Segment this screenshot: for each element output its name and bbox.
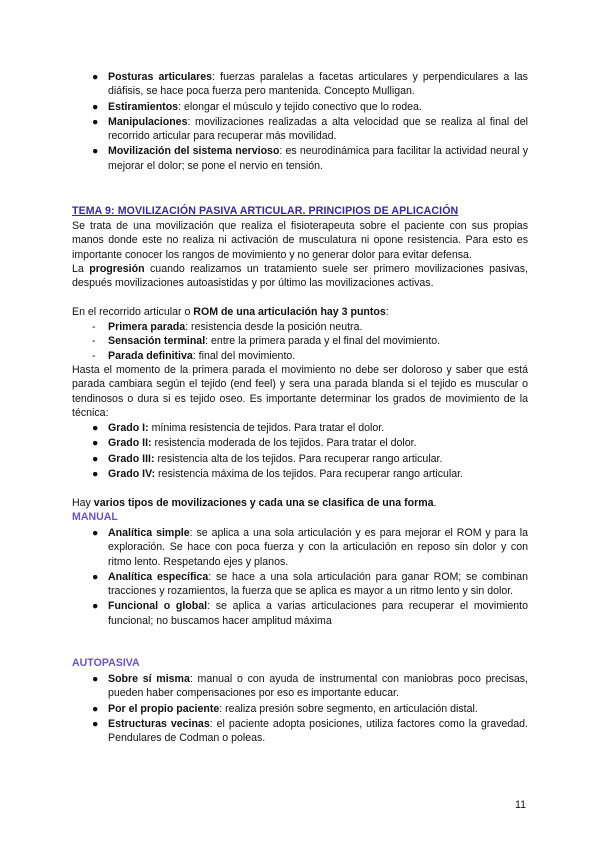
progresion-pre: La <box>72 262 90 275</box>
definition: : elongar el músculo y tejido conectivo que lo rodea. <box>178 100 422 113</box>
term: Estructuras vecinas <box>108 717 210 730</box>
autopasiva-subheading: AUTOPASIVA <box>72 657 140 669</box>
tipos-post: . <box>433 497 437 509</box>
bullet-icon: ● <box>92 437 99 450</box>
bullet-icon: ● <box>92 71 99 83</box>
definition: : entre la primera parada y el final del movimiento. <box>205 335 441 348</box>
term: Primera parada <box>108 321 186 333</box>
list-item <box>92 467 528 481</box>
list-item <box>92 452 528 466</box>
list-item <box>92 526 528 569</box>
list-item <box>92 144 528 173</box>
list-item <box>92 436 528 450</box>
list-item <box>92 717 528 746</box>
definition: resistencia alta de los tejidos. Para recuperar rango articular. <box>154 452 443 465</box>
definition: resistencia moderada de los tejidos. Para tratar el dolor. <box>151 437 417 450</box>
term: Analítica simple <box>108 527 190 539</box>
term: Sobre sí misma <box>108 673 190 685</box>
page-number: 11 <box>515 799 526 811</box>
term: Grado I: <box>108 422 149 434</box>
progresion-term: progresión <box>89 262 145 275</box>
bullet-icon: ● <box>92 100 99 113</box>
list-item <box>92 320 528 334</box>
term: Sensación terminal <box>108 335 206 348</box>
bullet-icon: ● <box>92 673 99 685</box>
list-item <box>92 570 528 599</box>
definition: : es neurodinámica para facilitar la actividad neural y mejorar el dolor; se pone el nervio en tensión. <box>108 145 528 172</box>
grados-list <box>92 421 528 482</box>
definition: resistencia máxima de los tejidos. Para recuperar rango articular. <box>155 467 464 480</box>
manual-list <box>92 526 528 629</box>
tipos-line <box>72 496 528 510</box>
bullet-icon: ● <box>92 702 99 715</box>
term: Funcional o global <box>108 600 208 613</box>
rom-intro-pre: En el recorrido articular o <box>72 306 194 318</box>
definition: : realiza presión sobre segmento, en articulación distal. <box>219 702 478 715</box>
bullet-icon: ● <box>92 115 99 128</box>
term: Analítica específica <box>108 570 209 583</box>
definition: : movilizaciones realizadas a alta velocidad que se realiza al final del recorrido articular para recuperar más movilidad. <box>108 115 528 143</box>
definition: : resistencia desde la posición neutra. <box>185 321 363 333</box>
definition: : final del movimiento. <box>192 349 296 362</box>
dash-icon: - <box>92 335 96 348</box>
definition: : manual o con ayuda de instrumental con maniobras poco precisas, pueden haber compensaciones por eso es importante educar. <box>108 673 528 700</box>
list-item <box>92 421 528 435</box>
bullet-icon: ● <box>92 452 99 465</box>
rom-points-list <box>92 320 528 363</box>
dash-icon: - <box>92 321 96 333</box>
term: Grado II: <box>108 437 152 450</box>
list-item <box>92 702 528 716</box>
list-item <box>92 115 528 144</box>
definition: : el paciente adopta posiciones, utiliza factores como la gravedad. Pendulares de Codman o poleas. <box>108 717 529 745</box>
definition: : se hace a una sola articulación para ganar ROM; se combinan tracciones y rozamientos, la fuerza que se aplica es mayor a un ritmo lento y sin dolor. <box>108 570 528 598</box>
intro-paragraph <box>72 219 528 290</box>
tipos-bold: varios tipos de movilizaciones y cada una se clasifica de una forma <box>93 497 434 509</box>
bullet-icon: ● <box>92 717 99 730</box>
autopasiva-list <box>92 672 528 746</box>
manual-subheading: MANUAL <box>72 511 118 523</box>
definition: mínima resistencia de tejidos. Para tratar el dolor. <box>148 422 385 434</box>
list-item <box>92 100 528 114</box>
list-item <box>92 599 528 628</box>
term: Estiramientos <box>108 100 179 113</box>
rom-intro-bold: ROM de una articulación hay 3 puntos <box>193 306 386 318</box>
bullet-icon: ● <box>92 145 99 158</box>
list-item <box>92 349 528 363</box>
definition: : se aplica a una sola articulación y es para mejorar el ROM y para la exploración. Se hace con poca fuerza y con la articulación en reposo sin dolor y con ritmo lento. Respetando ejes y planos. <box>108 527 528 568</box>
intro-text: Se trata de una movilización que realiza el fisioterapeuta sobre el paciente con sus propias manos donde este no realiza ni activación de musculatura ni opone resistencia. Para esto es importante conocer los rangos de movimiento y no generar dolor para evitar defensa. <box>72 220 528 261</box>
rom-intro <box>72 305 528 319</box>
bullet-icon: ● <box>92 467 99 480</box>
progresion-text: cuando realizamos un tratamiento suele ser primero movilizaciones pasivas, después movilizaciones autoasistidas y por último las movilizaciones activas. <box>72 262 528 290</box>
term: Movilización del sistema nervioso <box>108 145 280 158</box>
rom-intro-post: : <box>385 306 389 318</box>
list-item <box>92 70 528 99</box>
tipos-pre: Hay <box>72 497 94 509</box>
bullet-icon: ● <box>92 600 99 613</box>
definition: : fuerzas paralelas a facetas articulares y perpendiculares a las diáfisis, se hace poca fuerza pero mantenida. Concepto Mulligan. <box>108 71 528 98</box>
bullet-icon: ● <box>92 570 99 583</box>
dash-icon: - <box>92 349 96 362</box>
term: Manipulaciones <box>108 115 188 128</box>
term: Parada definitiva <box>108 349 193 362</box>
term: Grado IV: <box>108 467 156 480</box>
bullet-icon: ● <box>92 422 99 434</box>
term: Posturas articulares <box>108 71 213 83</box>
top-bullet-list <box>92 70 528 174</box>
bullet-icon: ● <box>92 527 99 539</box>
list-item <box>92 672 528 701</box>
term: Grado III: <box>108 452 155 465</box>
definition: : se aplica a varias articulaciones para recuperar el movimiento funcional; no buscamos hacer amplitud máxima <box>108 600 528 627</box>
section-heading: TEMA 9: MOVILIZACIÓN PASIVA ARTICULAR. PRINCIPIOS DE APLICACIÓN <box>72 205 459 217</box>
end-feel-paragraph: Hasta el momento de la primera parada el movimiento no debe ser doloroso y saber que está parada cambiara según el tejido (end feel) y sera una parada blanda si el tejido es muscular o tendinosos o dura si es tejido oseo. Es importante determinar los grados de movimiento de la técnica: <box>72 364 528 419</box>
list-item <box>92 334 528 348</box>
term: Por el propio paciente <box>108 702 220 715</box>
